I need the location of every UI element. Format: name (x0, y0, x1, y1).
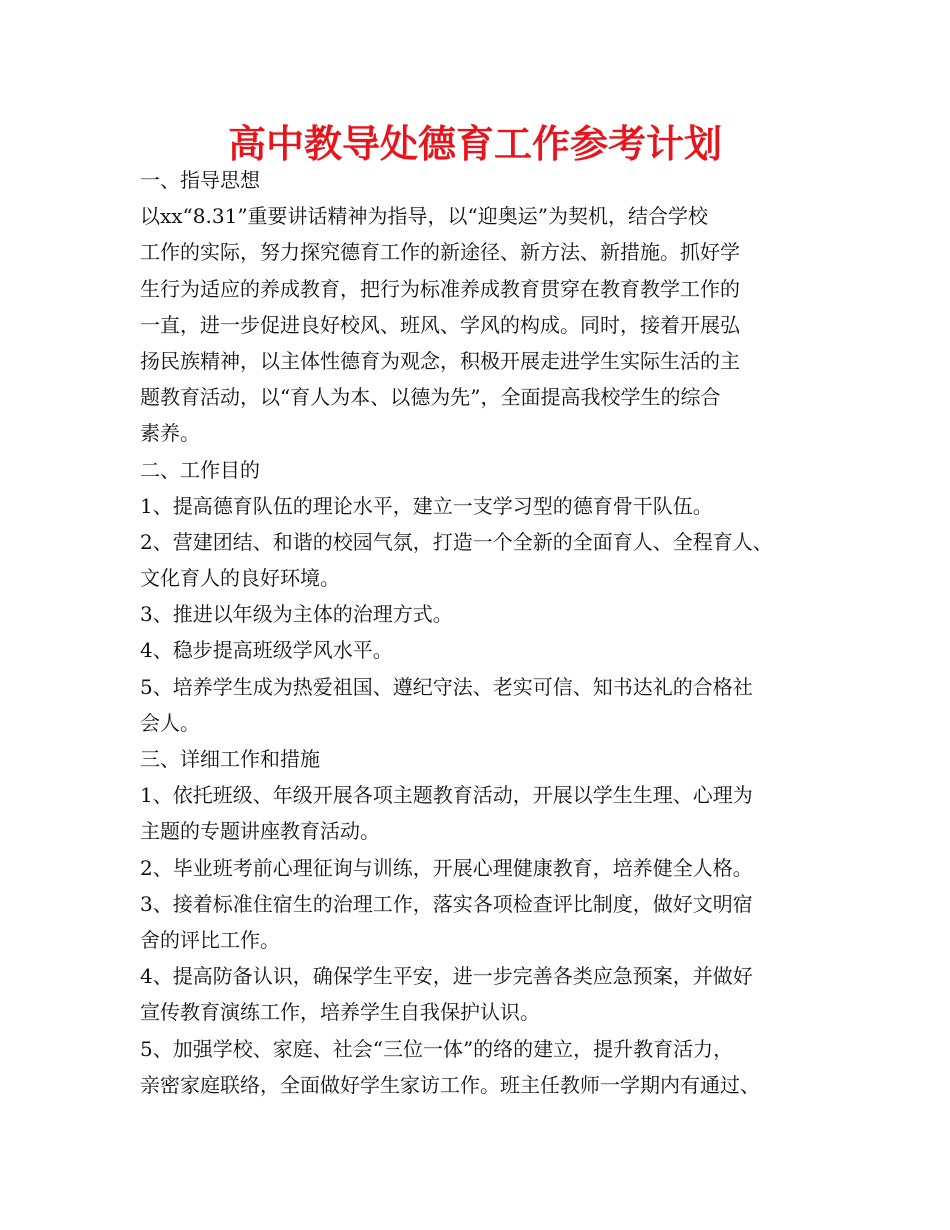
section-heading-work-measures: 三、详细工作和措施 (140, 747, 320, 771)
list-item-continuation: 会人。 (140, 710, 200, 735)
page-title: 高中教导处德育工作参考计划 (227, 122, 722, 166)
paragraph-line: 以xx“8.31”重要讲话精神为指导，以“迎奥运”为契机，结合学校 (140, 204, 708, 229)
document-body (140, 162, 830, 1103)
list-item-continuation: 宣传教育演练工作，培养学生自我保护认识。 (140, 1000, 540, 1025)
list-item: 1、提高德育队伍的理论水平，建立一支学习型的德育骨干队伍。 (140, 493, 713, 518)
list-item: 5、培养学生成为热爱祖国、遵纪守法、老实可信、知书达礼的合格社 (140, 674, 753, 699)
list-item: 5、加强学校、家庭、社会“三位一体”的络的建立，提升教育活力， (140, 1036, 734, 1061)
list-item-continuation: 文化育人的良好环境。 (140, 566, 340, 591)
list-item-continuation: 主题的专题讲座教育活动。 (140, 819, 380, 844)
list-item-continuation: 舍的评比工作。 (140, 927, 280, 952)
list-item: 4、稳步提高班级学风水平。 (140, 638, 393, 663)
list-item: 3、接着标准住宿生的治理工作，落实各项检查评比制度，做好文明宿 (140, 891, 753, 916)
list-item: 4、提高防备认识，确保学生平安，进一步完善各类应急预案，并做好 (140, 964, 753, 989)
list-item-continuation: 亲密家庭联络，全面做好学生家访工作。班主任教师一学期内有通过、 (140, 1072, 760, 1097)
paragraph-line: 生行为适应的养成教育，把行为标准养成教育贯穿在教育教学工作的 (140, 276, 740, 301)
section-heading-work-goals: 二、工作目的 (140, 457, 260, 482)
list-item: 3、推进以年级为主体的治理方式。 (140, 602, 453, 627)
list-item: 1、依托班级、年级开展各项主题教育活动，开展以学生生理、心理为 (140, 783, 753, 808)
paragraph-line: 素养。 (140, 421, 200, 446)
paragraph-line: 题教育活动，以“育人为本、以德为先”，全面提高我校学生的综合 (140, 385, 721, 410)
list-item: 2、毕业班考前心理征询与训练，开展心理健康教育，培养健全人格。 (140, 855, 753, 880)
paragraph-line: 工作的实际，努力探究德育工作的新途径、新方法、新措施。抓好学 (140, 240, 740, 265)
list-item: 2、营建团结、和谐的校园气氛，打造一个全新的全面育人、全程育人、 (140, 529, 773, 554)
paragraph-line: 一直，进一步促进良好校风、班风、学风的构成。同时，接着开展弘 (140, 312, 740, 337)
paragraph-line: 扬民族精神，以主体性德育为观念，积极开展走进学生实际生活的主 (140, 348, 740, 373)
section-heading-guiding-ideology: 一、指导思想 (140, 168, 260, 192)
